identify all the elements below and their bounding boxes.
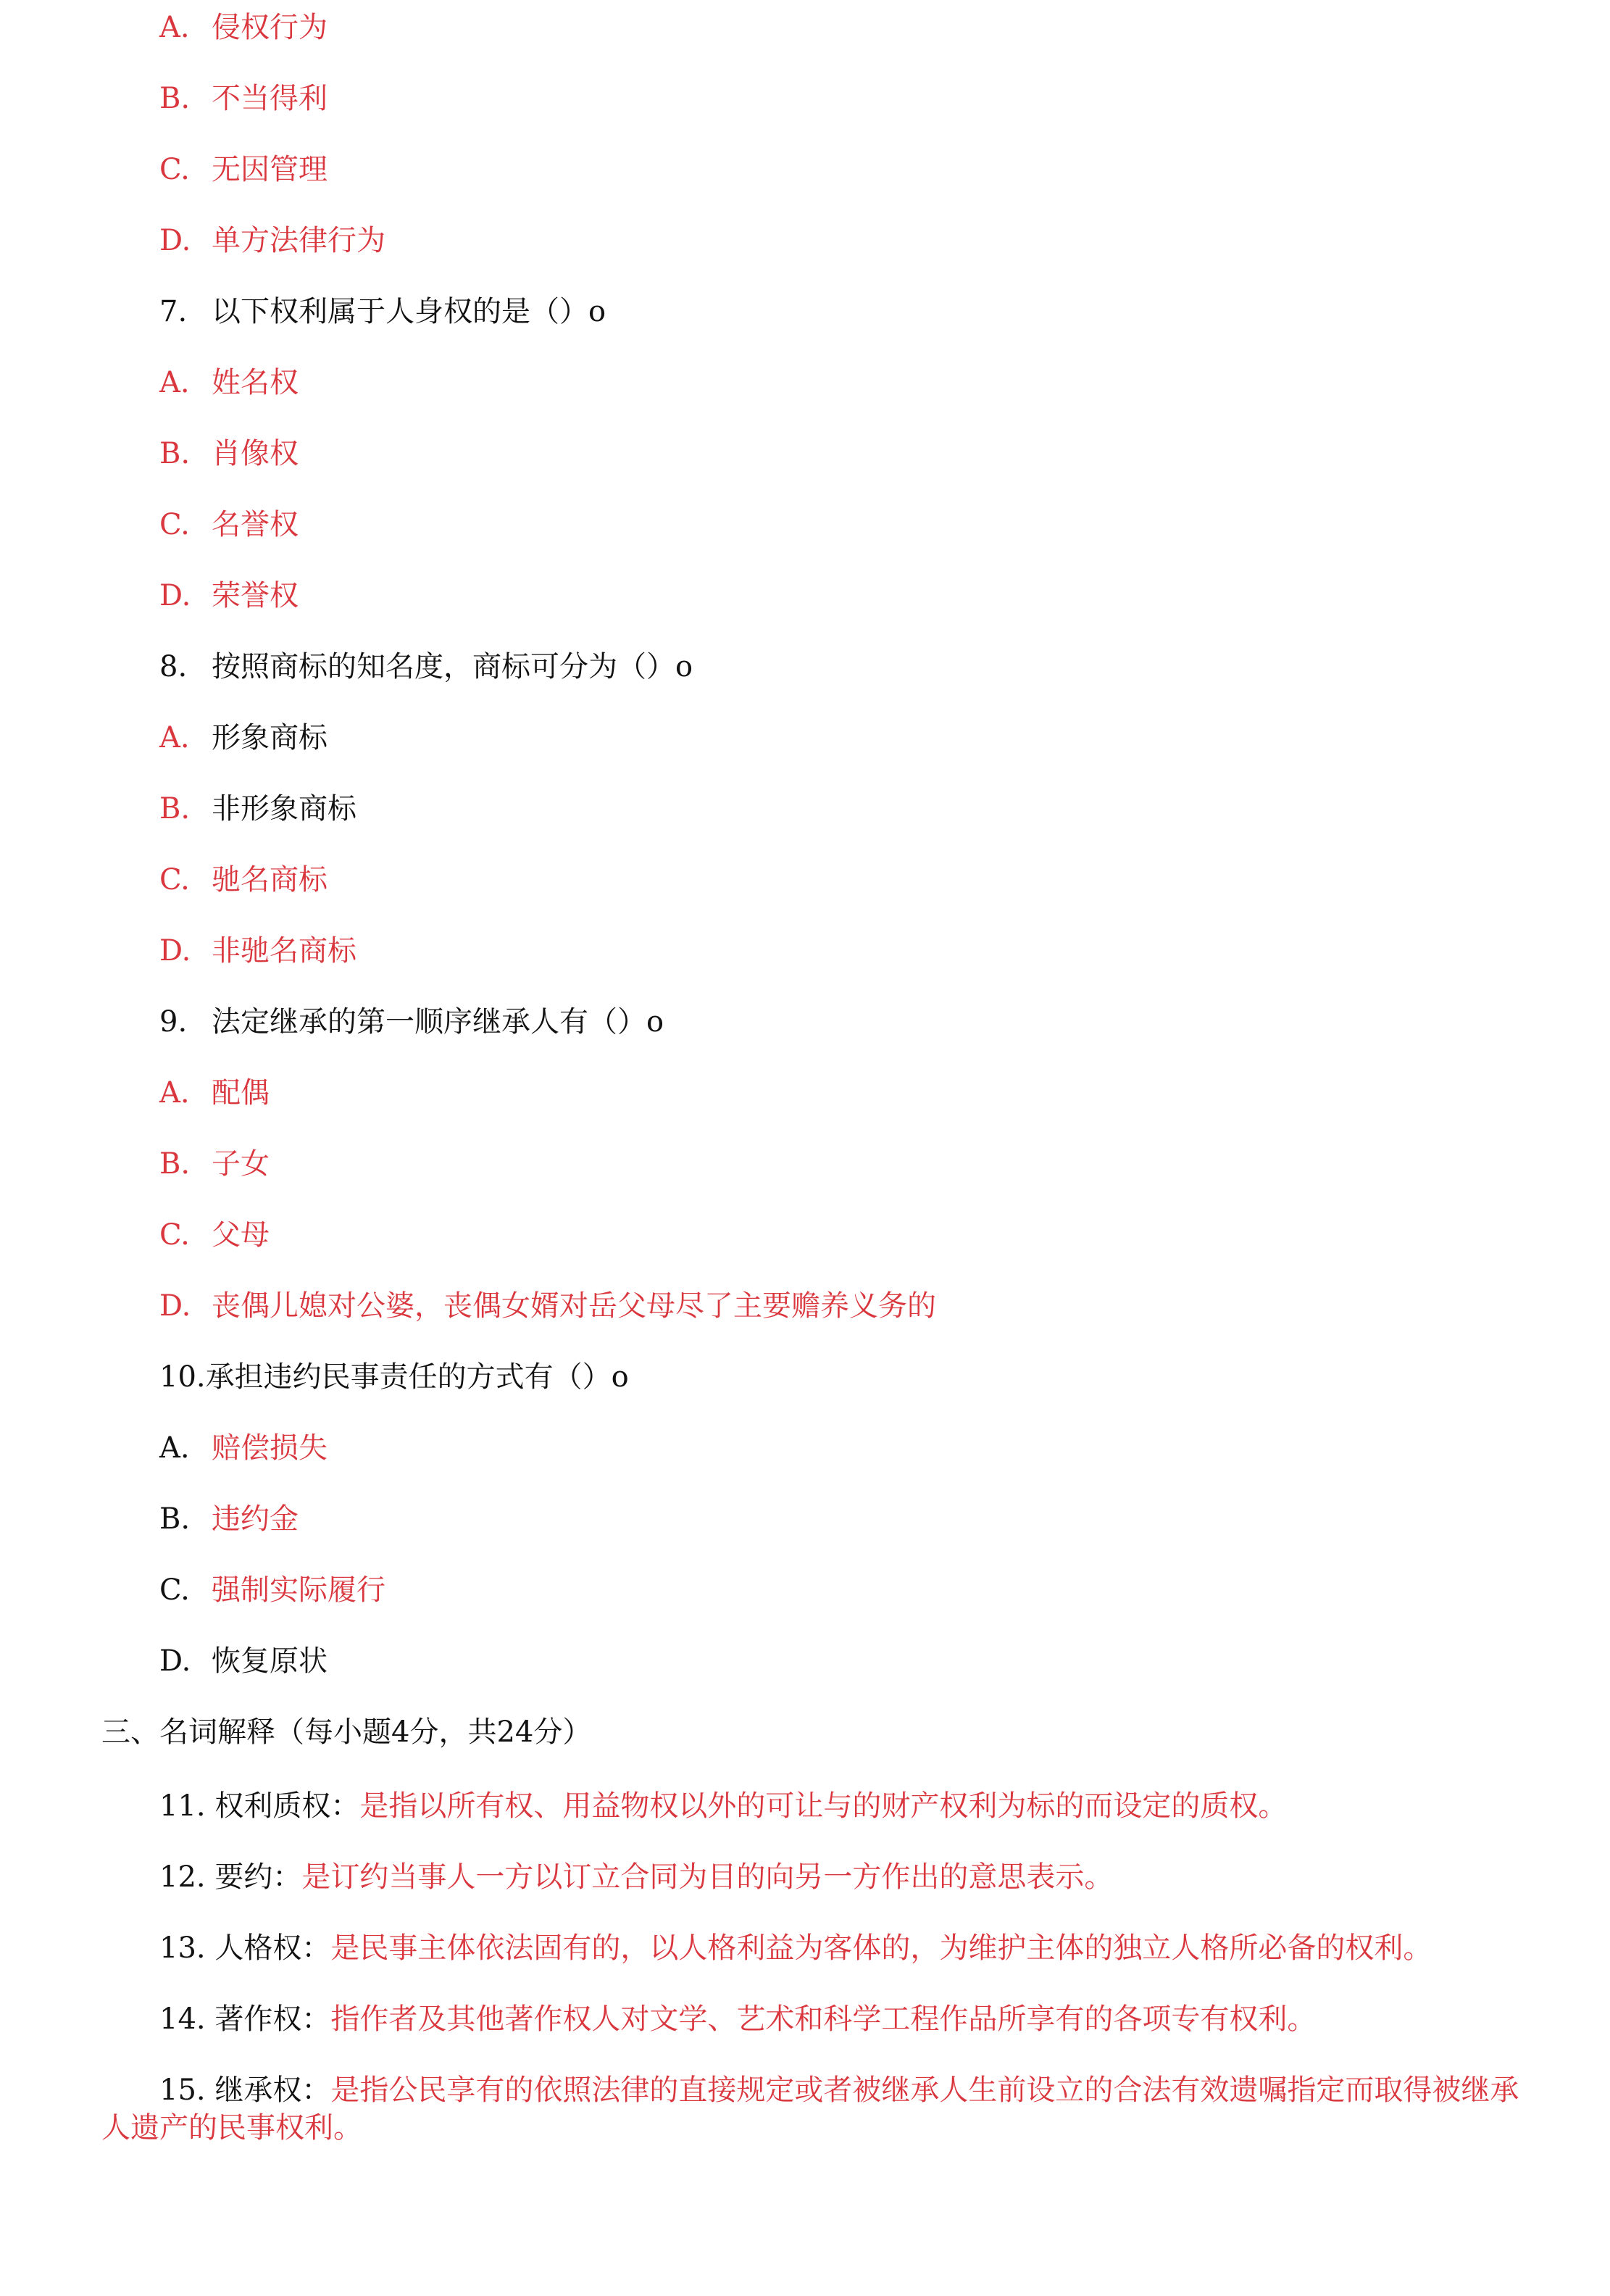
option-text: 肖像权	[212, 437, 299, 470]
term-12	[159, 1858, 1113, 1896]
option-label: B.	[159, 82, 191, 115]
term-13	[159, 1929, 1432, 1967]
term-head: 15. 继承权：	[159, 2074, 331, 2107]
term-definition: 是订约当事人一方以订立合同为目的向另一方作出的意思表示。	[301, 1860, 1114, 1894]
option-text: 恢复原状	[212, 1644, 328, 1678]
question-text: 以下权利属于人身权的是（）o	[212, 295, 606, 328]
option-text: 违约金	[212, 1502, 299, 1536]
option-label: C.	[159, 1218, 190, 1252]
option-text: 荣誉权	[212, 579, 299, 612]
term-15	[101, 2071, 1522, 2147]
option-text: 无因管理	[212, 153, 328, 186]
option-label: C.	[159, 153, 190, 186]
option-label: D.	[159, 934, 191, 968]
term-head: 11. 权利质权：	[159, 1789, 360, 1823]
term-definition: 指作者及其他著作权人对文学、艺术和科学工程作品所享有的各项专有权利。	[330, 2002, 1317, 2036]
q6-option-b	[159, 80, 328, 117]
q6-option-c	[159, 151, 328, 188]
q10-stem	[159, 1358, 629, 1396]
term-definition: 是指公民享有的依照法律的直接规定或者被继承人生前设立的合法有效遗嘱指定而取得被继承人遗产的民事权利。	[101, 2074, 1519, 2145]
q8-option-c	[159, 861, 328, 899]
term-head: 12. 要约：	[159, 1860, 302, 1894]
question-text: 按照商标的知名度，商标可分为（）o	[212, 650, 693, 683]
option-label: A.	[159, 1076, 190, 1110]
q8-option-a	[159, 719, 328, 757]
option-label: A.	[159, 1431, 190, 1465]
q7-option-a	[159, 364, 299, 402]
question-number: 7.	[159, 295, 188, 328]
option-label: B.	[159, 792, 191, 825]
option-text: 配偶	[212, 1076, 270, 1110]
q9-option-c	[159, 1216, 270, 1254]
term-11	[159, 1787, 1287, 1825]
option-label: D.	[159, 579, 191, 612]
option-label: D.	[159, 1289, 191, 1323]
q8-option-d	[159, 932, 356, 970]
q9-option-a	[159, 1074, 270, 1112]
option-text: 侵权行为	[212, 11, 328, 44]
option-text: 子女	[212, 1147, 270, 1181]
option-text: 形象商标	[212, 721, 328, 754]
q9-stem	[159, 1003, 664, 1041]
option-text: 非驰名商标	[212, 934, 356, 968]
section-heading: 三、名词解释（每小题4分，共24分）	[101, 1715, 592, 1749]
term-head: 14. 著作权：	[159, 2002, 331, 2036]
q6-option-d	[159, 222, 385, 259]
q7-option-b	[159, 435, 299, 473]
option-label: C.	[159, 863, 190, 897]
option-text: 驰名商标	[212, 863, 328, 897]
q8-option-b	[159, 790, 356, 828]
q7-option-d	[159, 577, 299, 615]
option-label: C.	[159, 1573, 190, 1607]
option-text: 名誉权	[212, 508, 299, 541]
q10-option-c	[159, 1571, 385, 1609]
q8-stem	[159, 648, 693, 686]
term-definition: 是指以所有权、用益物权以外的可让与的财产权利为标的而设定的质权。	[359, 1789, 1288, 1823]
option-label: C.	[159, 508, 190, 541]
option-text: 父母	[212, 1218, 270, 1252]
option-label: B.	[159, 1502, 191, 1536]
option-text: 姓名权	[212, 366, 299, 399]
option-label: A.	[159, 721, 190, 754]
option-text: 赔偿损失	[212, 1431, 328, 1465]
option-text: 单方法律行为	[212, 224, 385, 257]
question-text: 承担违约民事责任的方式有（）o	[205, 1360, 629, 1394]
option-text: 不当得利	[212, 82, 328, 115]
option-text: 非形象商标	[212, 792, 356, 825]
question-number: 10.	[159, 1360, 206, 1394]
q9-option-b	[159, 1145, 270, 1183]
option-text: 丧偶儿媳对公婆，丧偶女婿对岳父母尽了主要赡养义务的	[212, 1289, 936, 1323]
option-label: A.	[159, 11, 190, 44]
q7-stem	[159, 293, 606, 330]
question-number: 8.	[159, 650, 188, 683]
q10-option-d	[159, 1642, 328, 1680]
q6-option-a	[159, 9, 328, 46]
option-label: D.	[159, 224, 191, 257]
option-label: B.	[159, 437, 191, 470]
option-label: A.	[159, 366, 190, 399]
option-label: D.	[159, 1644, 191, 1678]
q10-option-b	[159, 1500, 299, 1538]
option-label: B.	[159, 1147, 191, 1181]
term-definition: 是民事主体依法固有的，以人格利益为客体的，为维护主体的独立人格所必备的权利。	[330, 1931, 1432, 1965]
q7-option-c	[159, 506, 299, 544]
q9-option-d	[159, 1287, 936, 1325]
option-text: 强制实际履行	[212, 1573, 385, 1607]
term-14	[159, 2000, 1316, 2038]
question-text: 法定继承的第一顺序继承人有（）o	[212, 1005, 664, 1039]
term-head: 13. 人格权：	[159, 1931, 331, 1965]
q10-option-a	[159, 1429, 328, 1467]
question-number: 9.	[159, 1005, 188, 1039]
